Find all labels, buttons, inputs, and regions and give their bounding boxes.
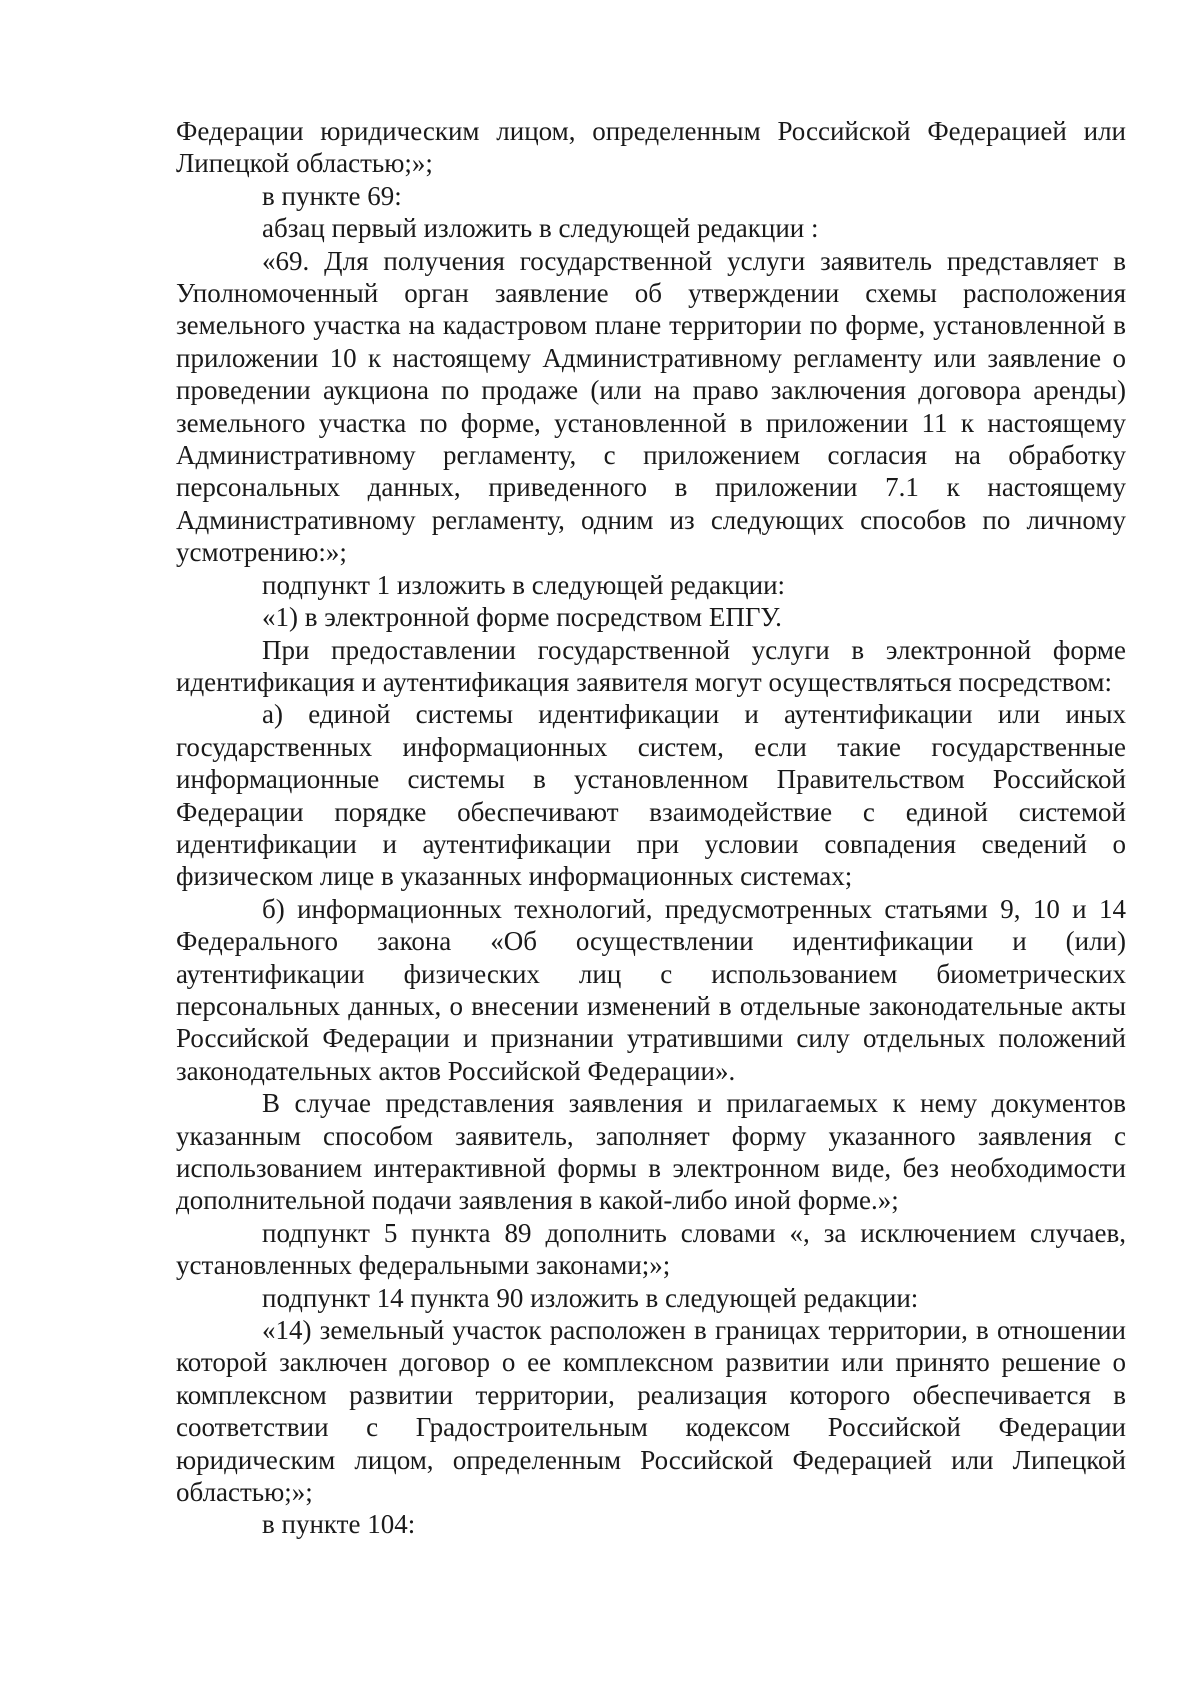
paragraph-13: «14) земельный участок расположен в границах территории, в отношении которой заключен договор о ее комплексном развитии или принято решение о комплексном развитии территории, реализация которого обеспечивается в соответствии с Градостроительным кодексом Российской Федерации юридическим лицом, определенным Российской Федерацией или Липецкой областью;»;: [176, 1315, 1126, 1508]
paragraph-9: б) информационных технологий, предусмотренных статьями 9, 10 и 14 Федерального закона «Об осуществлении идентификации и (или) аутентификации физических лиц с использованием биометрических персональных данных, о внесении изменений в отдельные законодательные акты Российской Федерации и признании утратившими силу отдельных положений законодательных актов Российской Федерации».: [176, 893, 1126, 1086]
paragraph-4: «69. Для получения государственной услуги заявитель представляет в Уполномоченный орган заявление об утверждении схемы расположения земельного участка на кадастровом плане территории по форме, установленной в приложении 10 к настоящему Административному регламенту или заявление о проведении аукциона по продаже (или на право заключения договора аренды) земельного участка по форме, установленной в приложении 11 к настоящему Административному регламенту, с приложением согласия на обработку персональных данных, приведенного в приложении 7.1 к настоящему Административному регламенту, одним из следующих способов по личному усмотрению:»;: [176, 245, 1126, 568]
paragraph-7: При предоставлении государственной услуги в электронной форме идентификация и аутентификация заявителя могут осуществляться посредством:: [176, 634, 1126, 697]
paragraph-8: а) единой системы идентификации и аутентификации или иных государственных информационных систем, если такие государственные информационные системы в установленном Правительством Российской Федерации порядке обеспечивают взаимодействие с единой системой идентификации и аутентификации при условии совпадения сведений о физическом лице в указанных информационных системах;: [176, 699, 1126, 892]
paragraph-12: подпункт 14 пункта 90 изложить в следующей редакции:: [262, 1282, 919, 1313]
paragraph-1: Федерации юридическим лицом, определенным Российской Федерацией или Липецкой областью;»;: [176, 116, 1126, 179]
paragraph-6: «1) в электронной форме посредством ЕПГУ.: [262, 602, 782, 633]
paragraph-5: подпункт 1 изложить в следующей редакции:: [262, 569, 786, 600]
paragraph-10: В случае представления заявления и прилагаемых к нему документов указанным способом заявитель, заполняет форму указанного заявления с использованием интерактивной формы в электронном виде, без необходимости дополнительной подачи заявления в какой-либо иной форме.»;: [176, 1088, 1126, 1216]
paragraph-3: абзац первый изложить в следующей редакции :: [262, 213, 819, 244]
document-body: [176, 115, 1126, 1541]
paragraph-2: в пункте 69:: [262, 180, 402, 211]
paragraph-14: в пункте 104:: [262, 1509, 416, 1540]
paragraph-11: подпункт 5 пункта 89 дополнить словами «, за исключением случаев, установленных федеральными законами;»;: [176, 1217, 1126, 1281]
